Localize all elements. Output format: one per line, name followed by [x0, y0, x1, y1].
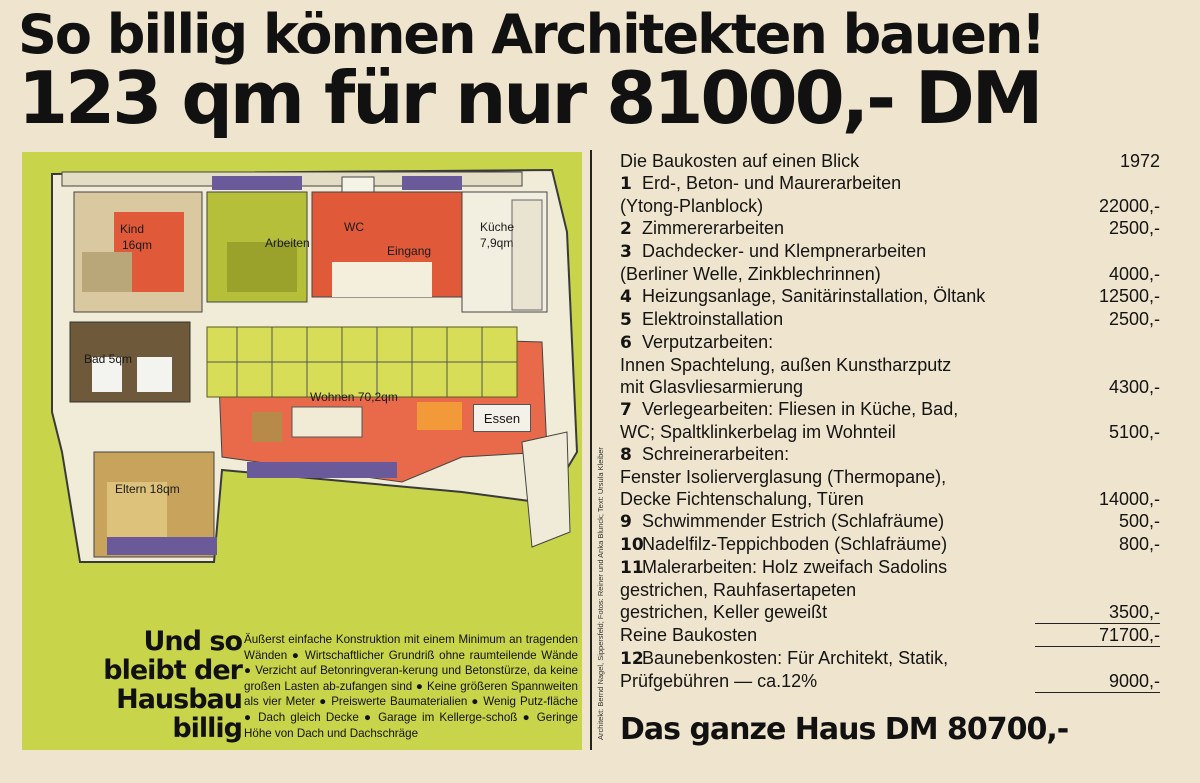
cost-item-label: Decke Fichtenschalung, Türen — [620, 489, 864, 509]
slogan-line: Und so — [143, 626, 242, 657]
cost-item-label: Innen Spachtelung, außen Kunstharzputz — [620, 355, 952, 375]
cost-item-amount: 2500,- — [1108, 309, 1160, 329]
cost-item-text — [620, 172, 901, 195]
cost-item-text — [620, 579, 856, 601]
cost-item-text — [620, 443, 789, 466]
cost-item-amount: 12500,- — [1098, 286, 1160, 306]
cost-item-amount: 4300,- — [1108, 377, 1160, 397]
cost-item-row — [620, 331, 1160, 354]
cost-item-row — [620, 443, 1160, 466]
cost-item-label: Prüfgebühren — ca.12% — [620, 671, 818, 691]
cost-item-label: gestrichen, Rauhfasertapeten — [620, 580, 857, 600]
cost-item-row — [620, 421, 1160, 443]
cost-item-label: WC; Spaltklinkerbelag im Wohnteil — [620, 422, 896, 442]
slogan-line: bleibt der — [103, 655, 242, 686]
cost-item-row — [620, 376, 1160, 398]
cost-item-label: Schreinerarbeiten: — [642, 444, 790, 464]
cost-item-label: Malerarbeiten: Holz zweifach Sadolins — [642, 557, 948, 577]
headline-line-1: So billig können Architekten bauen! — [18, 3, 1044, 66]
cost-item-text — [620, 466, 946, 488]
cost-item-text — [620, 217, 784, 240]
cost-item-number: 2 — [620, 219, 632, 239]
room-label-eltern: Eltern 18qm — [115, 482, 180, 496]
cost-item-text — [620, 421, 896, 443]
cost-item-row — [620, 670, 1160, 692]
room-label-essen: Essen — [473, 404, 531, 432]
room-label-bad: Bad 5qm — [84, 352, 133, 366]
cost-item-row — [620, 533, 1160, 556]
slogan — [32, 627, 242, 743]
cost-item-text — [620, 331, 773, 354]
cost-year: 1972 — [1119, 151, 1160, 171]
total-rule — [1035, 692, 1160, 693]
cost-item-label: Baunebenkosten: Für Architekt, Statik, — [642, 648, 949, 668]
cost-item-row — [620, 398, 1160, 421]
cost-item-label: Erd-, Beton- und Maurerarbeiten — [642, 173, 902, 193]
cost-item-row — [620, 556, 1160, 579]
cost-item-label: Verlegearbeiten: Fliesen in Küche, Bad, — [642, 399, 959, 419]
cost-item-row — [620, 285, 1160, 308]
floor-plan-panel — [22, 152, 582, 750]
cost-rows — [620, 172, 1160, 623]
cost-item-text — [620, 263, 881, 285]
cost-item-text — [620, 556, 947, 579]
cost-item-row — [620, 510, 1160, 533]
cost-item-row — [620, 308, 1160, 331]
cost-item-number: 7 — [620, 400, 632, 420]
cost-item-text — [620, 240, 926, 263]
room-label-kueche: Küche — [480, 220, 515, 234]
cost-item-label: (Berliner Welle, Zinkblechrinnen) — [620, 264, 881, 284]
cost-item-number: 12 — [620, 649, 644, 669]
cost-item-amount: 2500,- — [1108, 218, 1160, 238]
cost-item-number: 6 — [620, 333, 632, 353]
cost-item-row — [620, 217, 1160, 240]
cost-item-row — [620, 354, 1160, 376]
cost-item-text — [620, 488, 864, 510]
cost-item-text — [620, 354, 951, 376]
cost-item-row — [620, 488, 1160, 510]
cost-item-row — [620, 263, 1160, 285]
cost-item-amount: 22000,- — [1098, 196, 1160, 216]
cost-item-text — [620, 195, 763, 217]
cost-item-number: 8 — [620, 445, 632, 465]
cost-item-amount: 4000,- — [1108, 264, 1160, 284]
cost-item-amount: 3500,- — [1108, 602, 1160, 622]
cost-item-label: Verputzarbeiten: — [642, 332, 774, 352]
cost-item-label: Heizungsanlage, Sanitärinstallation, Öltank — [642, 286, 986, 306]
room-label-wc: WC — [344, 220, 364, 234]
column-divider — [590, 150, 592, 750]
cost-item-number: 5 — [620, 310, 632, 330]
subtotal-amount: 71700,- — [1098, 625, 1160, 645]
slogan-line: billig — [172, 713, 242, 744]
cost-item-number: 4 — [620, 287, 632, 307]
cost-item-row — [620, 579, 1160, 601]
room-label-arbeiten: Arbeiten — [265, 236, 310, 250]
cost-item-label: mit Glasvliesarmierung — [620, 377, 804, 397]
cost-heading: Die Baukosten auf einen Blick — [620, 151, 860, 171]
headline-line-2: 123 qm für nur 81000,- DM — [18, 56, 1041, 140]
cost-item-text — [620, 533, 947, 556]
cost-item-row — [620, 240, 1160, 263]
features-text: Äußerst einfache Konstruktion mit einem Minimum an tragenden Wänden ● Wirtschaftlicher Grundriß ohne raumteilende Wände ● Verzicht auf Betonringveran-kerung und Betonstürze, da keine großen Lasten ab-zufangen sind ● Keine größeren Spannweiten als vier Meter ● Preiswerte Baumaterialien ● Wenig Putz-fläche ● Dach gleich Decke ● Garage im Kellerge-schoß ● Geringe Höhe von Dach und Dachschräge — [244, 633, 578, 740]
cost-item-amount: 9000,- — [1108, 671, 1160, 691]
cost-item-number: 3 — [620, 242, 632, 262]
room-label-wohnen: Wohnen 70,2qm — [310, 390, 398, 404]
cost-item-number: 11 — [620, 558, 644, 578]
cost-item-row — [620, 195, 1160, 217]
cost-item-amount: 5100,- — [1108, 422, 1160, 442]
cost-item-text — [620, 510, 944, 533]
cost-heading-row — [620, 150, 1160, 172]
cost-item-text — [620, 398, 958, 421]
cost-item-label: Schwimmender Estrich (Schlafräume) — [642, 511, 945, 531]
cost-item-row — [620, 172, 1160, 195]
cost-item-label: (Ytong-Planblock) — [620, 196, 764, 216]
slogan-line: Hausbau — [116, 684, 242, 715]
cost-item-row — [620, 601, 1160, 623]
cost-item-number: 10 — [620, 535, 644, 555]
cost-table — [620, 150, 1160, 693]
cost-item-label: Zimmererarbeiten — [642, 218, 785, 238]
cost-item-row — [620, 466, 1160, 488]
cost-item-text — [620, 285, 985, 308]
total-cost: Das ganze Haus DM 80700,- — [620, 712, 1069, 747]
cost-item-label: Elektroinstallation — [642, 309, 784, 329]
credits-text: Architekt: Bernd Nagel, Sippersfeld; Fotos: Reiner und Anka Blunck; Text: Ursula Kleiber — [596, 447, 605, 740]
extra-rows — [620, 647, 1160, 692]
cost-item-amount: 14000,- — [1098, 489, 1160, 509]
cost-item-text — [620, 376, 803, 398]
room-label-kind: Kind — [120, 222, 145, 236]
cost-item-label: gestrichen, Keller geweißt — [620, 602, 828, 622]
cost-item-label: Dachdecker- und Klempnerarbeiten — [642, 241, 927, 261]
cost-item-text — [620, 670, 817, 692]
room-label-kueche-area: 7,9qm — [480, 236, 514, 250]
cost-item-amount: 500,- — [1118, 511, 1160, 531]
subtotal-label: Reine Baukosten — [620, 625, 758, 645]
subtotal-row — [620, 624, 1160, 646]
cost-item-number: 1 — [620, 174, 632, 194]
cost-item-number: 9 — [620, 512, 632, 532]
room-label-kind-area: 16qm — [122, 238, 153, 252]
cost-item-text — [620, 647, 948, 670]
cost-item-label: Fenster Isolierverglasung (Thermopane), — [620, 467, 947, 487]
cost-item-row — [620, 647, 1160, 670]
cost-item-text — [620, 308, 783, 331]
room-label-eingang: Eingang — [387, 244, 432, 258]
cost-item-amount: 800,- — [1118, 534, 1160, 554]
cost-item-text — [620, 601, 827, 623]
cost-item-label: Nadelfilz-Teppichboden (Schlafräume) — [642, 534, 948, 554]
